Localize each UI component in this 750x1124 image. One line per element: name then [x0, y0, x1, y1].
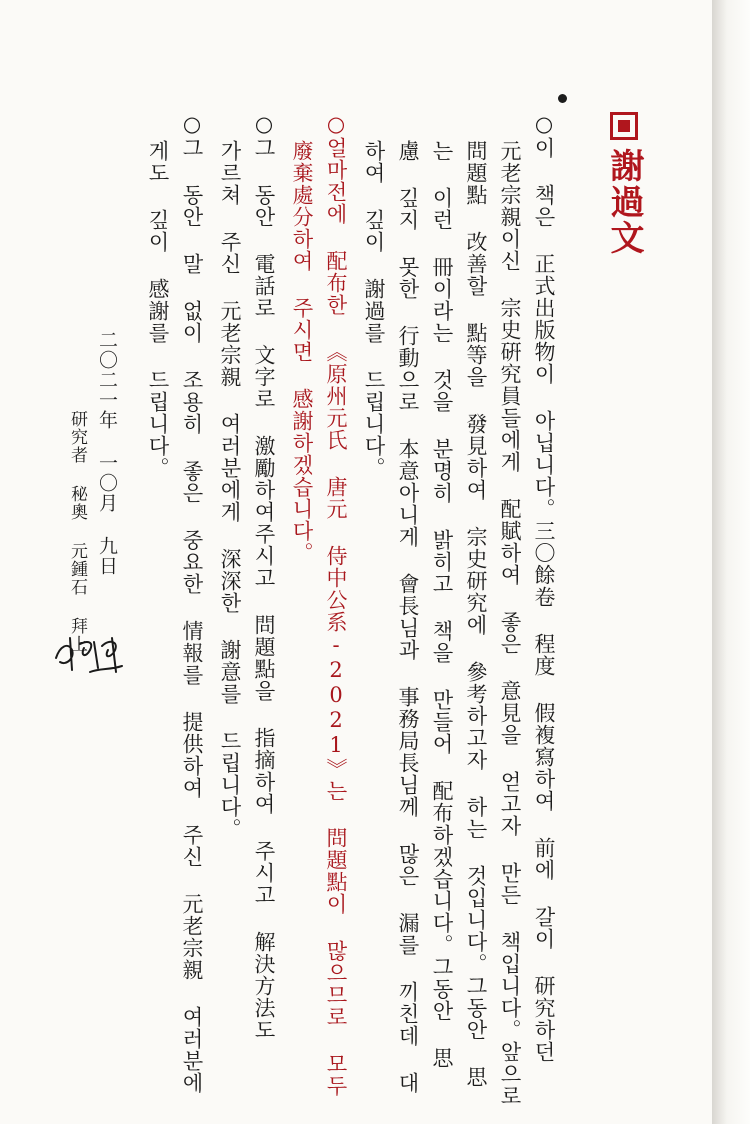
- title-text: 謝過文: [604, 148, 644, 256]
- page-gutter: [712, 0, 750, 1124]
- text-column-3: 問題點 改善할 點等을 發見하여 宗史研究에 參考하고자 하는 것입니다。그동안 思: [464, 140, 488, 1088]
- handwritten-signature: [50, 628, 130, 680]
- text-column-9: ○그 동안 電話로 文字로 激勵하여주시고 問題點을 指摘하여 주시고 解決方法도: [252, 112, 276, 1041]
- text-column-6: 하여 깊이 謝過를 드립니다。: [362, 140, 386, 479]
- text-column-2: 元老宗親이신 宗史硏究員들에게 配賦하여 좋은 意見을 얻고자 만든 책입니다。앞으로: [498, 140, 522, 1107]
- date-line: 二〇二一年 一〇月 九日: [96, 330, 118, 576]
- text-column-1: ○이 책은 正式出版物이 아닙니다。三〇餘卷 程度 假複寫하여 前에 갈이 研究하던: [532, 112, 556, 1063]
- text-column-5: 慮 깊지 못한 行動으로 本意아니게 會長님과 事務局長님께 많은 漏를 끼친데 대: [396, 140, 420, 1094]
- text-column-4: 는 이런 冊이라는 것을 분명히 밝히고 책을 만들어 配布하겠습니다。그동안 思: [430, 140, 454, 1069]
- document-title: [600, 112, 644, 256]
- ink-dot: [558, 94, 567, 103]
- author-line: 研究者 秘奧 元鍾石 拜上: [67, 410, 87, 653]
- text-column-12: 게도 깊이 感謝를 드립니다。: [146, 140, 170, 479]
- text-column-7: ○얼마전에 配布한 《原州元氏 唐元 侍中公系-2021》는 問題點이 많으므로 모두: [324, 112, 348, 1097]
- text-column-10: 가르쳐 주신 元老宗親 여러분에게 深深한 謝意를 드립니다。: [218, 140, 242, 840]
- text-column-11: ○그 동안 말 없이 조용히 좋은 중요한 情報를 提供하여 주신 元老宗親 여러분에: [180, 112, 204, 1094]
- text-column-8: 廢棄處分하여 주시면 感謝하겠습니다。: [290, 140, 314, 564]
- square-marker-icon: [610, 112, 638, 140]
